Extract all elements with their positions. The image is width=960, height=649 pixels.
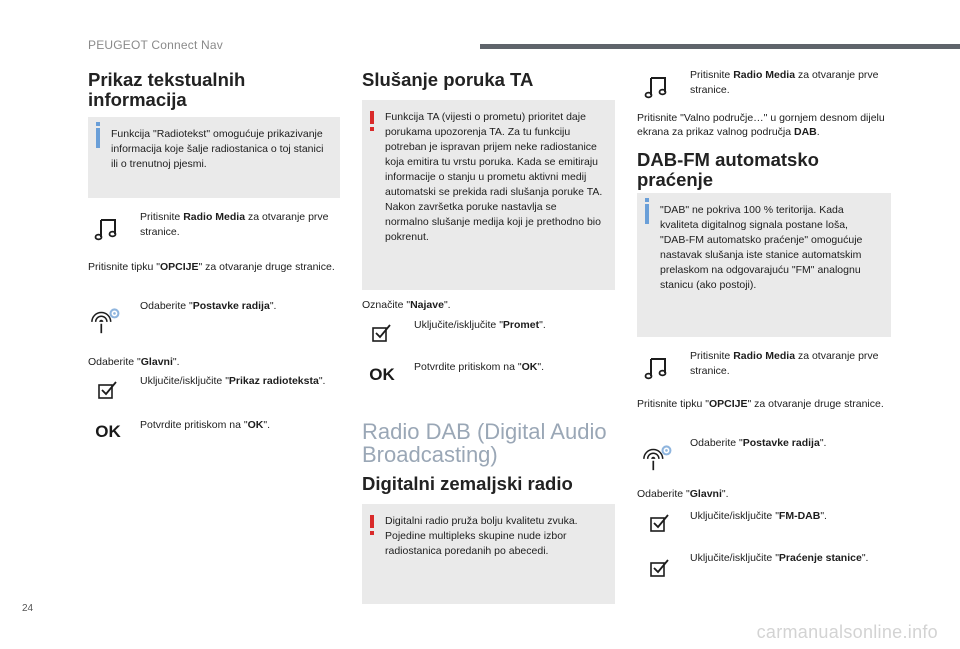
radio-settings-icon	[90, 305, 122, 335]
chapter-title-dab: Radio DAB (Digital Audio Broadcasting)	[362, 419, 607, 467]
step-text-bold: Radio Media	[733, 350, 796, 362]
step-text-pre: Pritisnite	[690, 69, 734, 81]
step-text-bold: Postavke radija	[742, 437, 820, 449]
header-title: PEUGEOT Connect Nav	[88, 38, 223, 52]
step-text-pre: Uključite/isključite "	[414, 319, 503, 331]
section-heading-text-info: Prikaz tekstualnih informacija	[88, 69, 246, 110]
para-text-bold: Glavni	[689, 488, 722, 500]
step-press-radio-media	[140, 210, 340, 240]
ok-icon: OK	[95, 422, 121, 441]
para-text-bold: OPCIJE	[709, 398, 748, 410]
para-options	[637, 397, 893, 411]
para-text-bold: DAB	[794, 126, 817, 138]
checkbox-toggle-icon	[644, 508, 676, 538]
step-text-bold: Radio Media	[183, 211, 246, 223]
step-text-post: ".	[539, 319, 546, 331]
step-text-bold: OK	[247, 419, 264, 431]
section-heading-dab-fm: DAB-FM automatsko praćenje	[637, 149, 819, 190]
step-toggle-radiotext	[140, 374, 340, 389]
step-text-bold: Postavke radija	[192, 300, 270, 312]
para-text-pre: Pritisnite "Valno područje…" u gornjem desnom dijelu ekrana za prikaz valnog područja	[637, 112, 885, 138]
para-text-post: ".	[721, 488, 729, 500]
para-text-post: .	[816, 126, 820, 138]
step-select-radio-settings	[690, 436, 890, 451]
step-confirm-ok	[414, 360, 614, 375]
page-number: 24	[22, 603, 34, 614]
checkbox-toggle-icon	[644, 553, 676, 583]
warning-box-digital-radio	[362, 504, 615, 604]
info-box-radiotext	[88, 117, 340, 198]
info-box-text: "DAB" ne pokriva 100 % teritorija. Kada kvaliteta digitalnog signala postane loša, "DAB-FM automatsko praćenje" omogućuje nastavak slušanja iste stanice automatskim prelaskom na odgovarajuću "FM" analognu stanicu (ako postoji).	[660, 204, 863, 291]
para-text-pre: Pritisnite tipku "	[88, 261, 161, 273]
step-text-bold: Praćenje stanice	[778, 552, 862, 564]
para-text-post: " za otvaranje druge stranice.	[198, 261, 335, 273]
info-box-text: Funkcija "Radiotekst" omogućuje prikazivanje informacija koje šalje radiostanica o toj stanici ili o trenutnoj pjesmi.	[111, 128, 324, 170]
checkbox-toggle-icon	[366, 318, 398, 348]
step-text-pre: Uključite/isključite "	[690, 552, 779, 564]
step-text-post: ".	[318, 375, 326, 387]
ok-icon: OK	[369, 365, 395, 384]
para-select-announcements	[362, 298, 614, 312]
warning-icon	[370, 515, 374, 528]
step-text-pre: Uključite/isključite "	[140, 375, 229, 387]
step-text-pre: Pritisnite	[140, 211, 184, 223]
step-toggle-fm-dab	[690, 509, 890, 524]
step-text-bold: Promet	[502, 319, 540, 331]
info-icon	[645, 204, 649, 224]
para-text-bold: OPCIJE	[160, 261, 199, 273]
step-confirm-ok	[140, 418, 340, 433]
step-text-post: ".	[819, 437, 827, 449]
header-bar	[480, 44, 960, 49]
step-text-post: ".	[537, 361, 545, 373]
para-text-bold: Glavni	[140, 356, 173, 368]
checkbox-toggle-icon	[92, 375, 124, 405]
para-text-pre: Pritisnite tipku "	[637, 398, 710, 410]
step-text-pre: Potvrdite pritiskom na "	[140, 419, 248, 431]
warning-icon	[370, 111, 374, 124]
step-press-radio-media	[690, 68, 890, 98]
step-toggle-station-follow	[690, 551, 890, 566]
step-text-pre: Odaberite "	[690, 437, 743, 449]
watermark: carmanualsonline.info	[756, 622, 938, 642]
step-text-bold: Radio Media	[733, 69, 796, 81]
radio-settings-icon	[642, 442, 674, 472]
step-text-pre: Potvrdite pritiskom na "	[414, 361, 522, 373]
info-box-dab-fm	[637, 193, 891, 337]
para-text-bold: Najave	[410, 299, 444, 311]
para-text-pre: Označite "	[362, 299, 411, 311]
step-toggle-traffic	[414, 318, 614, 333]
music-note-icon	[640, 72, 672, 102]
step-text-post: za otvaranje prve stranice.	[690, 350, 879, 377]
step-text-post: za otvaranje prve stranice.	[140, 211, 329, 238]
para-text-pre: Odaberite "	[88, 356, 141, 368]
step-text-post: ".	[820, 510, 827, 522]
step-press-radio-media	[690, 349, 890, 379]
step-text-post: ".	[263, 419, 271, 431]
step-text-bold: OK	[521, 361, 538, 373]
step-text-post: ".	[269, 300, 277, 312]
step-text-pre: Pritisnite	[690, 350, 734, 362]
para-select-main	[88, 355, 340, 369]
section-heading-digital-radio: Digitalni zemaljski radio	[362, 473, 573, 494]
step-text-post: ".	[861, 552, 869, 564]
para-options	[88, 260, 340, 274]
warning-box-text: Digitalni radio pruža bolju kvalitetu zvuka. Pojedine multipleks skupine nude izbor radiostanica poredanih po abecedi.	[385, 515, 578, 557]
para-select-main	[637, 487, 893, 501]
step-text-bold: FM-DAB	[778, 510, 821, 522]
para-text-post: ".	[443, 299, 451, 311]
warning-box-text: Funkcija TA (vijesti o prometu) prioritet daje porukama upozorenja TA. Za tu funkciju potreban je ispravan prijem neke radiostanice koja emitira tu vrstu poruka. Kada se emitiraju informacije o stanju u prometu aktivni medij automatski se prekida radi slušanja poruke TA. Nakon završetka poruke nastavlja se normalno slušanje medija koji je prethodno bio pokrenut.	[385, 111, 603, 243]
music-note-icon	[640, 353, 672, 383]
para-text-post: " za otvaranje druge stranice.	[747, 398, 884, 410]
para-text-pre: Odaberite "	[637, 488, 690, 500]
para-text-post: ".	[172, 356, 180, 368]
music-note-icon	[90, 214, 122, 244]
step-select-radio-settings	[140, 299, 340, 314]
warning-box-ta	[362, 100, 615, 290]
para-waveband	[637, 111, 893, 139]
section-heading-ta: Slušanje poruka TA	[362, 69, 534, 90]
step-text-bold: Prikaz radioteksta	[228, 375, 319, 387]
step-text-pre: Uključite/isključite "	[690, 510, 779, 522]
info-icon	[96, 128, 100, 148]
step-text-pre: Odaberite "	[140, 300, 193, 312]
step-text-post: za otvaranje prve stranice.	[690, 69, 879, 96]
